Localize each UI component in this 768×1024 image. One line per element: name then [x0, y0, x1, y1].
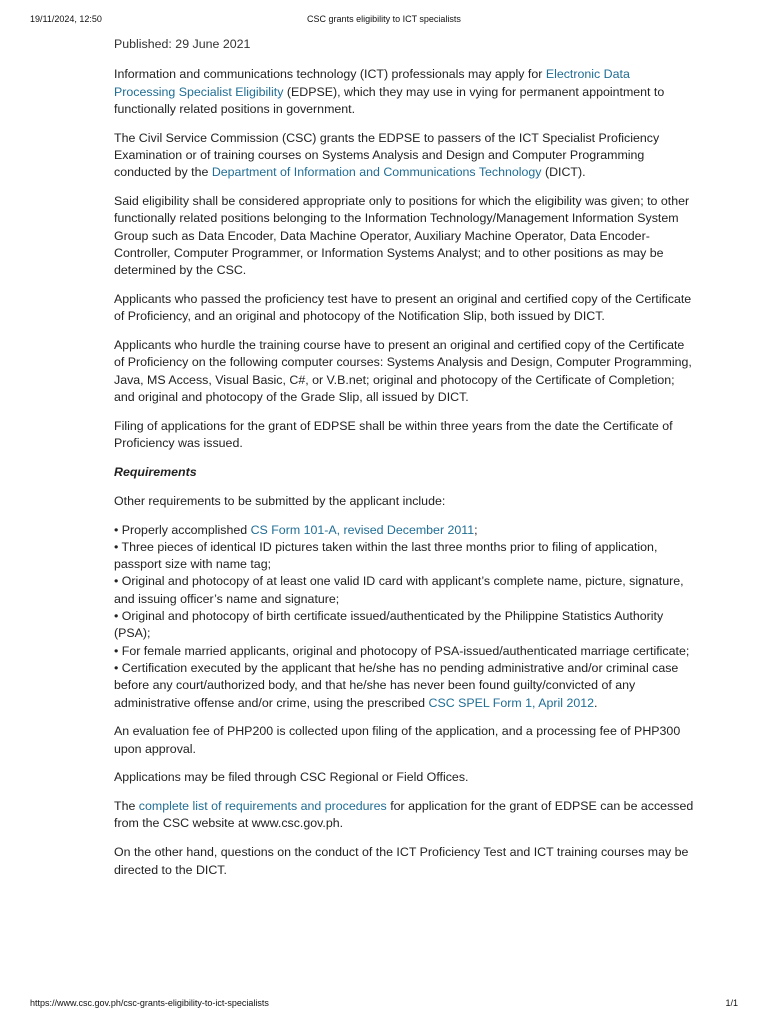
print-page-title: CSC grants eligibility to ICT specialists: [307, 14, 461, 24]
paragraph-filing-period: Filing of applications for the grant of EDPSE shall be within three years from the date the Certificate of Proficiency was issued.: [114, 418, 673, 451]
published-date: Published: 29 June 2021: [114, 37, 251, 51]
requirements-intro: Other requirements to be submitted by the applicant include:: [114, 493, 446, 508]
list-item: • Properly accomplished CS Form 101-A, revised December 2011;: [114, 522, 478, 537]
edpse-link[interactable]: Electronic Data Processing Specialist Eligibility: [114, 67, 630, 99]
paragraph-training-course: Applicants who hurdle the training course have to present an original and certified copy of the Certificate of Proficiency on the following computer courses: Systems Analysis and Design, Computer Programming, Java, MS Access, Visual Basic, C#, or V.B.net; original and photocopy of the Certificate of Completion; and original and photocopy of the Grade Slip, all issued by DICT.: [114, 338, 692, 405]
paragraph-requirements-list: The complete list of requirements and procedures for application for the grant of EDPSE can be accessed from the CSC website at www.csc.gov.ph.: [114, 799, 694, 831]
article-body: [114, 36, 694, 890]
requirements-list: [114, 522, 694, 712]
requirements-procedures-link[interactable]: complete list of requirements and procedures: [138, 799, 387, 814]
print-datetime: 19/11/2024, 12:50: [30, 14, 102, 24]
list-item: • Three pieces of identical ID pictures taken within the last three months prior to filing of application, passport size with name tag;: [114, 539, 658, 572]
csc-spel-form-link[interactable]: CSC SPEL Form 1, April 2012: [428, 695, 595, 710]
print-header: [30, 14, 738, 24]
list-item: • Original and photocopy of birth certificate issued/authenticated by the Philippine Statistics Authority (PSA);: [114, 609, 664, 641]
print-url: https://www.csc.gov.ph/csc-grants-eligibility-to-ict-specialists: [30, 998, 269, 1008]
paragraph-grant: The Civil Service Commission (CSC) grants the EDPSE to passers of the ICT Specialist Proficiency Examination or of training courses on Systems Analysis and Design and Computer Programming conducted by the Department of Information and Communications Technology (DICT).: [114, 130, 660, 180]
print-page-number: 1/1: [725, 998, 738, 1008]
paragraph-eligibility-scope: Said eligibility shall be considered appropriate only to positions for which the eligibility was given; to other functionally related positions belonging to the Information Technology/Management Information System Group such as Data Encoder, Data Machine Operator, Auxiliary Machine Operator, Data Encoder-Controller, Computer Programmer, or Information Systems Analyst; and to other positions as may be determined by the CSC.: [114, 194, 690, 278]
cs-form-101a-link[interactable]: CS Form 101-A, revised December 2011: [250, 522, 475, 537]
paragraph-filing-offices: Applications may be filed through CSC Regional or Field Offices.: [114, 770, 469, 785]
list-item: • Original and photocopy of at least one valid ID card with applicant’s complete name, picture, signature, and issuing officer’s name and signature;: [114, 574, 684, 606]
list-item: • Certification executed by the applicant that he/she has no pending administrative and/or criminal case before any court/authorized body, and that he/she has never been found guilty/convicted of any administrative offense and/or crime, using the prescribed CSC SPEL Form 1, April 2012.: [114, 660, 679, 710]
paragraph-proficiency-test: Applicants who passed the proficiency test have to present an original and certified copy of the Certificate of Proficiency, and an original and photocopy of the Notification Slip, both issued by DICT.: [114, 292, 692, 324]
dict-link[interactable]: Department of Information and Communications Technology: [211, 165, 542, 180]
paragraph-fees: An evaluation fee of PHP200 is collected upon filing of the application, and a processing fee of PHP300 upon approval.: [114, 724, 681, 756]
print-footer: [30, 998, 738, 1008]
list-item: • For female married applicants, original and photocopy of PSA-issued/authenticated marriage certificate;: [114, 643, 690, 658]
requirements-heading: Requirements: [114, 464, 197, 479]
paragraph-intro: Information and communications technology (ICT) professionals may apply for Electronic Data Processing Specialist Eligibility (EDPSE), which they may use in vying for permanent appointment to functionally related positions in government.: [114, 67, 665, 116]
paragraph-dict-questions: On the other hand, questions on the conduct of the ICT Proficiency Test and ICT training courses may be directed to the DICT.: [114, 845, 689, 877]
